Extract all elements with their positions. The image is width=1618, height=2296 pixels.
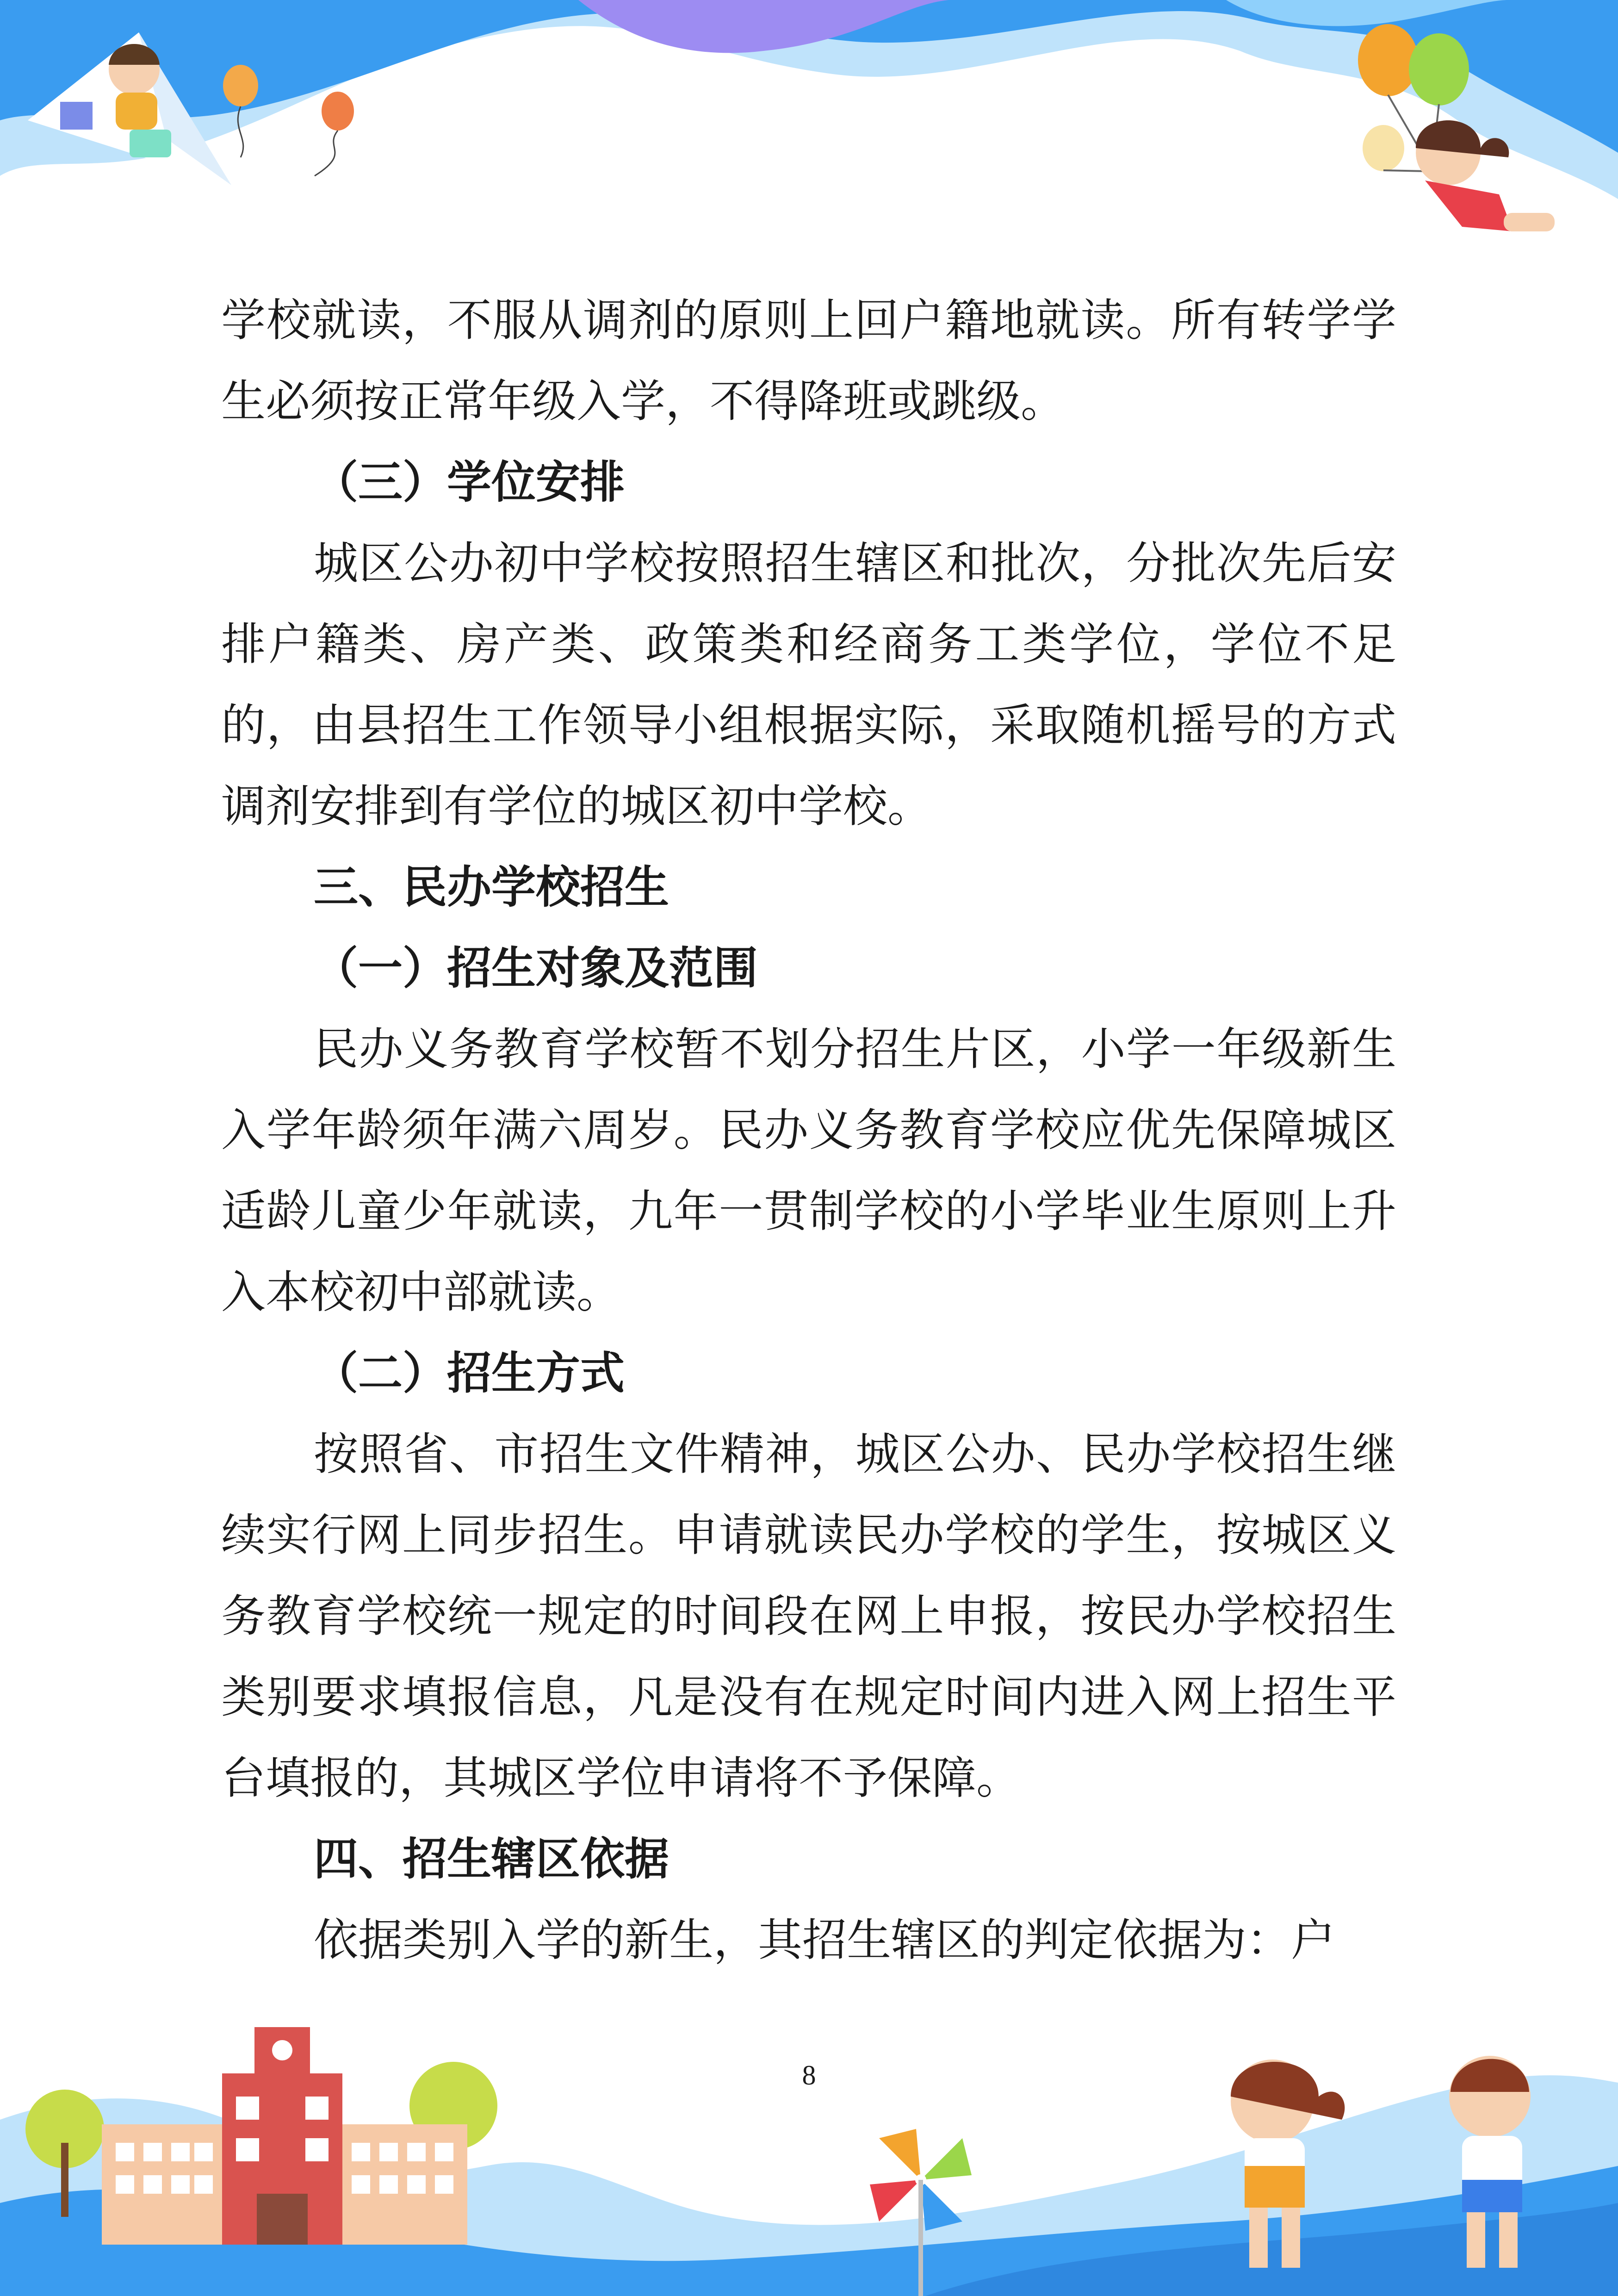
top-decoration	[0, 0, 1618, 259]
section-heading: 四、招生辖区依据	[314, 1833, 669, 1885]
page-number: 8	[802, 2060, 816, 2091]
paragraph: 民办义务教育学校暂不划分招生片区，小学一年级新生入学年龄须年满六周岁。民办义务教育学校应优先保障城区适龄儿童少年就读，九年一贯制学校的小学毕业生原则上升入本校初中部就读。	[221, 1023, 1396, 1318]
paragraph: 学校就读，不服从调剂的原则上回户籍地就读。所有转学学生必须按正常年级入学，不得降班或跳级。	[221, 294, 1396, 427]
subsection-heading: （一）招生对象及范围	[314, 942, 758, 994]
subsection-heading: （二）招生方式	[314, 1347, 625, 1399]
section-heading: 三、民办学校招生	[314, 861, 669, 913]
document-body	[221, 280, 1396, 1981]
subsection-heading: （三）学位安排	[314, 456, 625, 508]
paragraph: 按照省、市招生文件精神，城区公办、民办学校招生继续实行网上同步招生。申请就读民办学校的学生，按城区义务教育学校统一规定的时间段在网上申报，按民办学校招生类别要求填报信息，凡是没有在规定时间内进入网上招生平台填报的，其城区学位申请将不予保障。	[221, 1428, 1396, 1804]
paragraph: 城区公办初中学校按照招生辖区和批次，分批次先后安排户籍类、房产类、政策类和经商务工类学位，学位不足的，由县招生工作领导小组根据实际，采取随机摇号的方式调剂安排到有学位的城区初中学校。	[221, 537, 1396, 832]
paragraph: 依据类别入学的新生，其招生辖区的判定依据为：户	[314, 1914, 1335, 1966]
school-building-icon	[102, 2027, 467, 2245]
bottom-decoration	[0, 2027, 1618, 2296]
